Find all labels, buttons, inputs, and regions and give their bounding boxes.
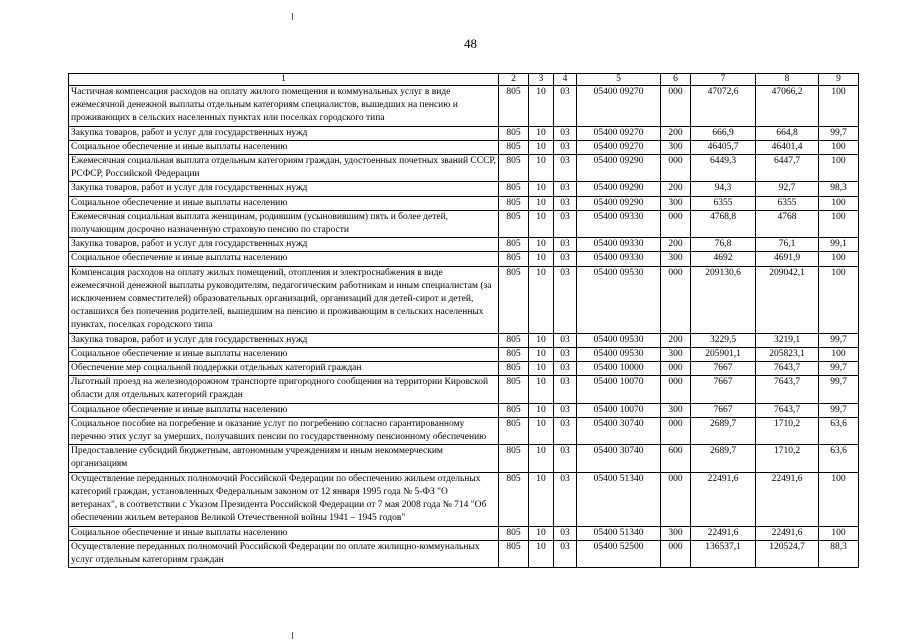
planned-amount: 47072,6 (691, 86, 756, 127)
planned-amount: 7667 (691, 403, 756, 417)
section-code: 10 (529, 333, 554, 347)
row-description: Льготный проезд на железнодорожном транспорте пригородного сообщения на территории Кировской области для отдельных категорий граждан (69, 376, 499, 403)
actual-amount: 6447,7 (756, 155, 819, 182)
actual-amount: 46401,4 (756, 140, 819, 154)
actual-amount: 205823,1 (756, 347, 819, 361)
subsection-code: 03 (554, 140, 577, 154)
execution-percent: 100 (819, 86, 859, 127)
execution-percent: 88,3 (819, 540, 859, 567)
department-code: 805 (499, 182, 529, 196)
expense-type-code: 000 (661, 417, 691, 444)
target-article-code: 05400 09330 (577, 252, 661, 266)
department-code: 805 (499, 252, 529, 266)
subsection-code: 03 (554, 266, 577, 333)
table-row (69, 417, 859, 444)
target-article-code: 05400 09530 (577, 266, 661, 333)
planned-amount: 22491,6 (691, 472, 756, 526)
target-article-code: 05400 09530 (577, 347, 661, 361)
expense-type-code: 300 (661, 196, 691, 210)
planned-amount: 4768,8 (691, 210, 756, 237)
actual-amount: 7643,7 (756, 376, 819, 403)
expense-type-code: 000 (661, 472, 691, 526)
subsection-code: 03 (554, 445, 577, 472)
planned-amount: 6355 (691, 196, 756, 210)
actual-amount: 92,7 (756, 182, 819, 196)
target-article-code: 05400 09290 (577, 182, 661, 196)
expense-type-code: 000 (661, 86, 691, 127)
department-code: 805 (499, 362, 529, 376)
actual-amount: 209042,1 (756, 266, 819, 333)
target-article-code: 05400 09270 (577, 86, 661, 127)
subsection-code: 03 (554, 540, 577, 567)
execution-percent: 100 (819, 196, 859, 210)
actual-amount: 7643,7 (756, 362, 819, 376)
budget-table (68, 73, 859, 568)
execution-percent: 100 (819, 140, 859, 154)
table-row (69, 182, 859, 196)
department-code: 805 (499, 403, 529, 417)
target-article-code: 05400 30740 (577, 445, 661, 472)
actual-amount: 7643,7 (756, 403, 819, 417)
subsection-code: 03 (554, 210, 577, 237)
actual-amount: 3219,1 (756, 333, 819, 347)
subsection-code: 03 (554, 347, 577, 361)
expense-type-code: 200 (661, 333, 691, 347)
target-article-code: 05400 09290 (577, 155, 661, 182)
actual-amount: 47066,2 (756, 86, 819, 127)
row-description: Социальное пособие на погребение и оказание услуг по погребению согласно гарантированному перечню этих услуг за умерших, получавших пенсии по государственному пенсионному обеспечению (69, 417, 499, 444)
row-description: Социальное обеспечение и иные выплаты населению (69, 403, 499, 417)
execution-percent: 100 (819, 252, 859, 266)
table-row (69, 196, 859, 210)
target-article-code: 05400 09330 (577, 238, 661, 252)
section-code: 10 (529, 252, 554, 266)
column-header: 3 (529, 74, 554, 86)
department-code: 805 (499, 238, 529, 252)
table-body (69, 86, 859, 568)
section-code: 10 (529, 526, 554, 540)
row-description: Закупка товаров, работ и услуг для государственных нужд (69, 238, 499, 252)
subsection-code: 03 (554, 526, 577, 540)
row-description: Закупка товаров, работ и услуг для государственных нужд (69, 333, 499, 347)
table-row (69, 266, 859, 333)
section-code: 10 (529, 376, 554, 403)
execution-percent: 63,6 (819, 445, 859, 472)
actual-amount: 6355 (756, 196, 819, 210)
actual-amount: 76,1 (756, 238, 819, 252)
planned-amount: 4692 (691, 252, 756, 266)
execution-percent: 99,7 (819, 403, 859, 417)
department-code: 805 (499, 333, 529, 347)
table-row (69, 140, 859, 154)
subsection-code: 03 (554, 403, 577, 417)
planned-amount: 6449,3 (691, 155, 756, 182)
expense-type-code: 200 (661, 238, 691, 252)
execution-percent: 100 (819, 526, 859, 540)
expense-type-code: 000 (661, 376, 691, 403)
subsection-code: 03 (554, 376, 577, 403)
column-header: 8 (756, 74, 819, 86)
department-code: 805 (499, 196, 529, 210)
column-number-row (69, 74, 859, 86)
row-description: Закупка товаров, работ и услуг для государственных нужд (69, 182, 499, 196)
row-description: Закупка товаров, работ и услуг для государственных нужд (69, 126, 499, 140)
section-code: 10 (529, 362, 554, 376)
planned-amount: 7667 (691, 376, 756, 403)
table-row (69, 526, 859, 540)
subsection-code: 03 (554, 86, 577, 127)
row-description: Ежемесячная социальная выплата женщинам, родившим (усыновившим) пять и более детей, получающим досрочно назначенную страховую пенсию по старости (69, 210, 499, 237)
subsection-code: 03 (554, 126, 577, 140)
scan-mark-top (292, 13, 293, 20)
target-article-code: 05400 09270 (577, 140, 661, 154)
planned-amount: 7667 (691, 362, 756, 376)
execution-percent: 99,7 (819, 362, 859, 376)
actual-amount: 22491,6 (756, 472, 819, 526)
column-header: 5 (577, 74, 661, 86)
expense-type-code: 000 (661, 362, 691, 376)
execution-percent: 100 (819, 347, 859, 361)
subsection-code: 03 (554, 417, 577, 444)
subsection-code: 03 (554, 196, 577, 210)
row-description: Компенсация расходов на оплату жилых помещений, отопления и электроснабжения в виде ежемесячной денежной выплаты руководителям, педагогическим работникам и иным специалистам (за исключением совместителей) образовательных организаций, организаций для детей-сирот и детей, оставшихся без попечения родителей, вышедшим на пенсию и проживающим в сельских населенных пунктах, поселках городского типа (69, 266, 499, 333)
department-code: 805 (499, 347, 529, 361)
target-article-code: 05400 09270 (577, 126, 661, 140)
row-description: Социальное обеспечение и иные выплаты населению (69, 252, 499, 266)
column-header: 6 (661, 74, 691, 86)
department-code: 805 (499, 266, 529, 333)
target-article-code: 05400 09290 (577, 196, 661, 210)
column-header: 4 (554, 74, 577, 86)
scan-mark-bottom (292, 632, 293, 639)
section-code: 10 (529, 472, 554, 526)
subsection-code: 03 (554, 362, 577, 376)
table-row (69, 333, 859, 347)
section-code: 10 (529, 182, 554, 196)
expense-type-code: 300 (661, 140, 691, 154)
section-code: 10 (529, 417, 554, 444)
expense-type-code: 000 (661, 540, 691, 567)
table-row (69, 403, 859, 417)
department-code: 805 (499, 210, 529, 237)
actual-amount: 4691,9 (756, 252, 819, 266)
column-header: 2 (499, 74, 529, 86)
row-description: Социальное обеспечение и иные выплаты населению (69, 196, 499, 210)
planned-amount: 666,9 (691, 126, 756, 140)
table-row (69, 445, 859, 472)
expense-type-code: 300 (661, 526, 691, 540)
table-row (69, 126, 859, 140)
planned-amount: 3229,5 (691, 333, 756, 347)
table-row (69, 155, 859, 182)
actual-amount: 664,8 (756, 126, 819, 140)
actual-amount: 4768 (756, 210, 819, 237)
target-article-code: 05400 09330 (577, 210, 661, 237)
table-row (69, 347, 859, 361)
execution-percent: 100 (819, 155, 859, 182)
row-description: Социальное обеспечение и иные выплаты населению (69, 526, 499, 540)
subsection-code: 03 (554, 472, 577, 526)
execution-percent: 99,1 (819, 238, 859, 252)
execution-percent: 99,7 (819, 126, 859, 140)
row-description: Осуществление переданных полномочий Российской Федерации по оплате жилищно-коммунальных услуг отдельным категориям граждан (69, 540, 499, 567)
section-code: 10 (529, 126, 554, 140)
target-article-code: 05400 09530 (577, 333, 661, 347)
planned-amount: 2689,7 (691, 417, 756, 444)
actual-amount: 1710,2 (756, 417, 819, 444)
table-row (69, 362, 859, 376)
section-code: 10 (529, 210, 554, 237)
department-code: 805 (499, 376, 529, 403)
row-description: Осуществление переданных полномочий Российской Федерации по обеспечению жильем отдельных категорий граждан, установленных Федеральным законом от 12 января 1995 года № 5-ФЗ "О ветеранах", в соответствии с Указом Президента Российской Федерации от 7 мая 2008 года № 714 "Об обеспечении жильем ветеранов Великой Отечественной войны 1941 – 1945 годов" (69, 472, 499, 526)
execution-percent: 63,6 (819, 417, 859, 444)
column-header: 9 (819, 74, 859, 86)
row-description: Социальное обеспечение и иные выплаты населению (69, 347, 499, 361)
section-code: 10 (529, 266, 554, 333)
section-code: 10 (529, 445, 554, 472)
expense-type-code: 300 (661, 252, 691, 266)
section-code: 10 (529, 540, 554, 567)
planned-amount: 209130,6 (691, 266, 756, 333)
section-code: 10 (529, 86, 554, 127)
row-description: Ежемесячная социальная выплата отдельным категориям граждан, удостоенных почетных званий СССР, РСФСР, Российской Федерации (69, 155, 499, 182)
target-article-code: 05400 51340 (577, 526, 661, 540)
target-article-code: 05400 10070 (577, 376, 661, 403)
table-row (69, 376, 859, 403)
department-code: 805 (499, 417, 529, 444)
department-code: 805 (499, 526, 529, 540)
subsection-code: 03 (554, 155, 577, 182)
expense-type-code: 000 (661, 210, 691, 237)
row-description: Частичная компенсация расходов на оплату жилого помещения и коммунальных услуг в виде ежемесячной денежной выплаты отдельным категориям специалистов, вышедших на пенсию и проживающих в сельских населенных пунктах или поселках городского типа (69, 86, 499, 127)
execution-percent: 99,7 (819, 376, 859, 403)
subsection-code: 03 (554, 182, 577, 196)
actual-amount: 1710,2 (756, 445, 819, 472)
row-description: Предоставление субсидий бюджетным, автономным учреждениям и иным некоммерческим организациям (69, 445, 499, 472)
actual-amount: 22491,6 (756, 526, 819, 540)
section-code: 10 (529, 238, 554, 252)
subsection-code: 03 (554, 252, 577, 266)
column-header: 7 (691, 74, 756, 86)
execution-percent: 98,3 (819, 182, 859, 196)
table-row (69, 252, 859, 266)
row-description: Социальное обеспечение и иные выплаты населению (69, 140, 499, 154)
execution-percent: 100 (819, 210, 859, 237)
expense-type-code: 200 (661, 182, 691, 196)
execution-percent: 100 (819, 472, 859, 526)
planned-amount: 76,8 (691, 238, 756, 252)
table-row (69, 540, 859, 567)
page-number: 48 (464, 36, 477, 51)
target-article-code: 05400 52500 (577, 540, 661, 567)
section-code: 10 (529, 140, 554, 154)
expense-type-code: 300 (661, 347, 691, 361)
section-code: 10 (529, 403, 554, 417)
table-row (69, 472, 859, 526)
column-header: 1 (69, 74, 499, 86)
execution-percent: 100 (819, 266, 859, 333)
target-article-code: 05400 10070 (577, 403, 661, 417)
expense-type-code: 200 (661, 126, 691, 140)
target-article-code: 05400 10000 (577, 362, 661, 376)
target-article-code: 05400 51340 (577, 472, 661, 526)
planned-amount: 94,3 (691, 182, 756, 196)
planned-amount: 46405,7 (691, 140, 756, 154)
table-row (69, 210, 859, 237)
section-code: 10 (529, 347, 554, 361)
department-code: 805 (499, 472, 529, 526)
department-code: 805 (499, 445, 529, 472)
expense-type-code: 600 (661, 445, 691, 472)
subsection-code: 03 (554, 238, 577, 252)
target-article-code: 05400 30740 (577, 417, 661, 444)
row-description: Обеспечение мер социальной поддержки отдельных категорий граждан (69, 362, 499, 376)
section-code: 10 (529, 155, 554, 182)
expense-type-code: 000 (661, 266, 691, 333)
table-row (69, 238, 859, 252)
department-code: 805 (499, 155, 529, 182)
expense-type-code: 300 (661, 403, 691, 417)
actual-amount: 120524,7 (756, 540, 819, 567)
planned-amount: 22491,6 (691, 526, 756, 540)
section-code: 10 (529, 196, 554, 210)
department-code: 805 (499, 86, 529, 127)
department-code: 805 (499, 126, 529, 140)
execution-percent: 99,7 (819, 333, 859, 347)
table-row (69, 86, 859, 127)
department-code: 805 (499, 540, 529, 567)
expense-type-code: 000 (661, 155, 691, 182)
subsection-code: 03 (554, 333, 577, 347)
planned-amount: 2689,7 (691, 445, 756, 472)
department-code: 805 (499, 140, 529, 154)
planned-amount: 136537,1 (691, 540, 756, 567)
planned-amount: 205901,1 (691, 347, 756, 361)
